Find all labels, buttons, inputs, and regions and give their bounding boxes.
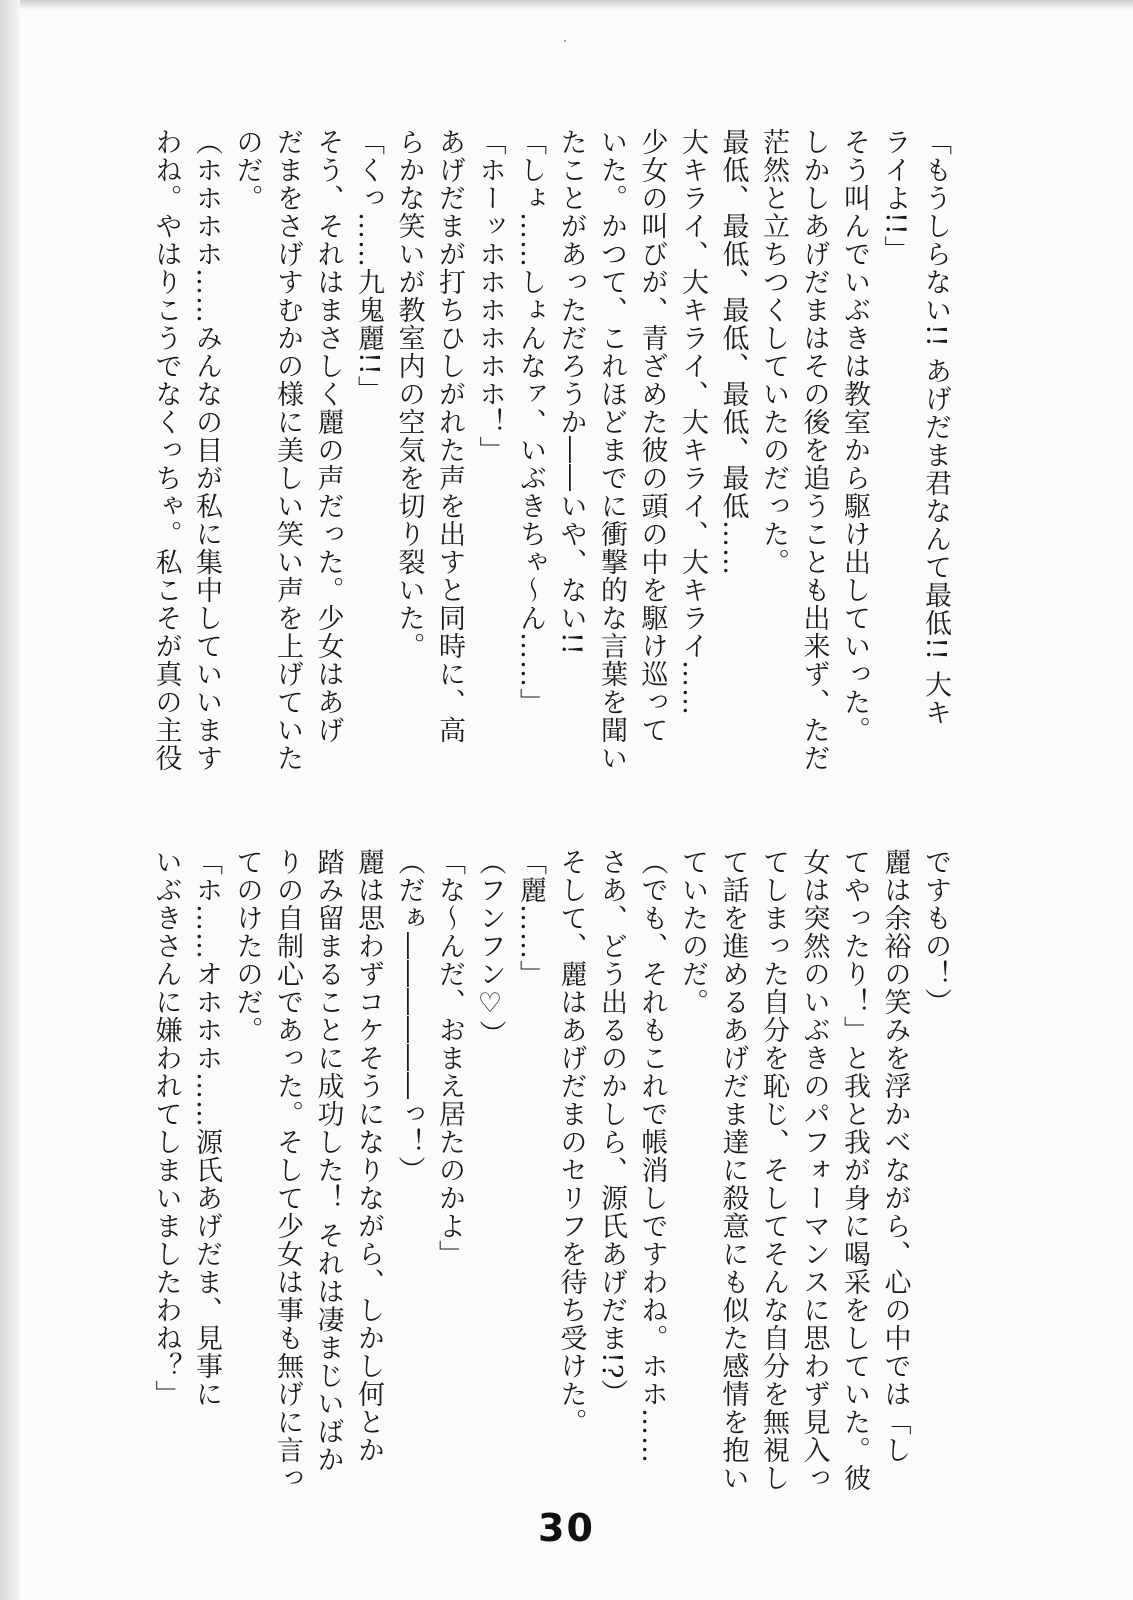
- text-line: （でも、それもこれで帳消しですわね。ホホ……: [636, 848, 668, 1464]
- text-line: 大キライ、大キライ、大キライ、大キライ……: [677, 128, 708, 716]
- text-line: 「麗……」: [515, 848, 546, 988]
- text-line: 「くっ……九鬼麗!!」: [353, 128, 384, 404]
- text-line: さあ、どう出るのかしら、源氏あげだま!?）: [596, 848, 627, 1408]
- page-left-edge: [0, 0, 20, 1600]
- text-line: たことがあっただろうか――いや、ない!!: [555, 128, 587, 656]
- text-line: 茫然と立ちつくしていたのだった。: [758, 128, 789, 576]
- text-line: （フンフン♡）: [474, 848, 506, 1048]
- text-line: 「しょ……しょんなァ、いぶきちゃ～ん……」: [515, 128, 546, 716]
- text-line: 「な～んだ、おまえ居たのかよ」: [434, 848, 465, 1268]
- text-line: ていたのだ。: [677, 848, 708, 1016]
- upper-text-block: [139, 128, 955, 772]
- text-line: りの自制心であった。そして少女は事も無げに言っ: [272, 848, 303, 1492]
- text-line: 踏み留まることに成功した！ それは凄まじいばか: [312, 848, 344, 1474]
- text-line: 「ホ……オホホホ……源氏あげだま、見事に: [191, 848, 222, 1408]
- page-top-edge: [0, 0, 1133, 10]
- text-line: いぶきさんに嫌われてしまいましたわね？」: [150, 848, 182, 1408]
- text-line: てのけたのだ。: [231, 848, 263, 1044]
- text-line: 最低、最低、最低、最低、最低……: [717, 128, 749, 576]
- speck: [564, 40, 566, 42]
- text-line: てしまった自分を恥じ、そしてそんな自分を無視し: [758, 848, 789, 1492]
- text-line: しかしあげだまはその後を追うことも出来ず、ただ: [798, 128, 830, 772]
- text-line: のだ。: [231, 128, 263, 212]
- text-line: いた。かつて、これほどまでに衝撃的な言葉を聞い: [596, 128, 627, 772]
- text-line: わね。やはりこうでなくっちゃ。私こそが真の主役: [150, 128, 182, 772]
- text-line: て話を進めるあげだま達に殺意にも似た感情を抱い: [717, 848, 749, 1492]
- text-line: あげだまが打ちひしがれた声を出すと同時に、高: [434, 128, 465, 744]
- text-line: 「ホーッホホホホホホ！」: [474, 128, 506, 464]
- text-line: そう叫んでいぶきは教室から駆け出していった。: [839, 128, 870, 744]
- text-line: そして、麗はあげだまのセリフを待ち受けた。: [555, 848, 587, 1436]
- text-line: らかな笑いが教室内の空気を切り裂いた。: [393, 128, 425, 660]
- text-line: 少女の叫びが、青ざめた彼の頭の中を駆け巡って: [636, 128, 668, 744]
- text-line: 麗は思わずコケそうになりながら、しかし何とか: [353, 848, 384, 1464]
- text-line: だまをさげすむかの様に美しい笑い声を上げていた: [272, 128, 303, 772]
- text-line: ですもの！）: [920, 848, 951, 1016]
- text-line: 「もうしらない!! あげだま君なんて最低!! 大キ: [920, 128, 951, 727]
- text-line: ライよ!!」: [879, 128, 911, 264]
- text-line: （だぁ――――――っ！）: [393, 848, 425, 1184]
- text-line: 麗は余裕の笑みを浮かべながら、心の中では「し: [879, 848, 911, 1464]
- text-line: （ホホホホ……みんなの目が私に集中していいます: [191, 128, 222, 772]
- text-line: 女は突然のいぶきのパフォーマンスに思わず見入っ: [798, 848, 830, 1492]
- text-line: そう、それはまさしく麗の声だった。少女はあげ: [312, 128, 344, 744]
- page-number: 30: [538, 1506, 595, 1550]
- text-line: てやったり！」と我と我が身に喝采をしていた。彼: [839, 848, 870, 1492]
- lower-text-block: [139, 848, 955, 1492]
